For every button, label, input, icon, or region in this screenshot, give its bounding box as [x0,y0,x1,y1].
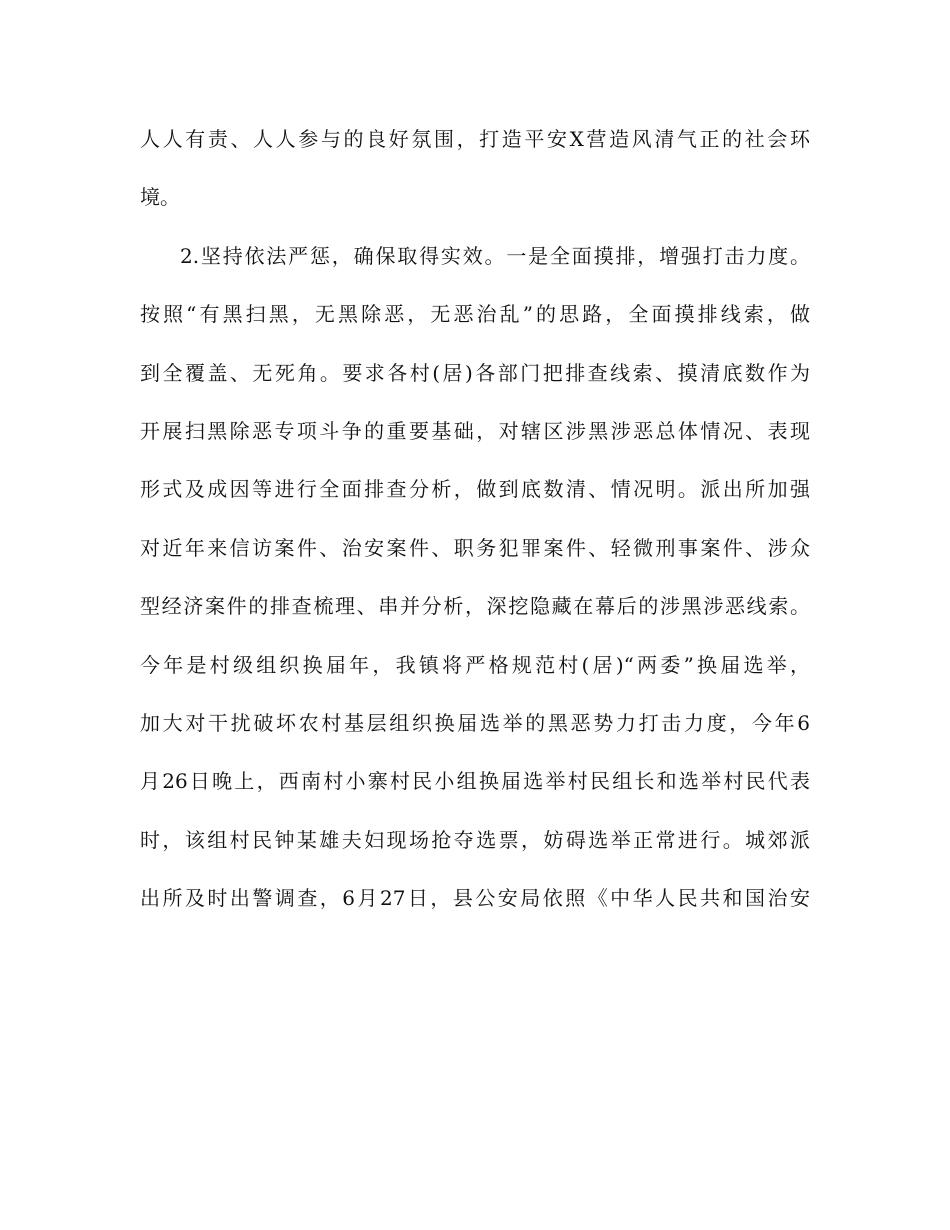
text-line-13: 时，该组村民钟某雄夫妇现场抢夺选票，妨碍选举正常进行。城郊派 [140,827,810,852]
text-line-2: 境。 [140,185,180,210]
text-line-4: 按照“有黑扫黑，无黑除恶，无恶治乱”的思路，全面摸排线索，做 [140,302,810,327]
text-line-5: 到全覆盖、无死角。要求各村(居)各部门把排查线索、摸清底数作为 [140,360,810,385]
text-line-1: 人人有责、人人参与的良好氛围，打造平安X营造风清气正的社会环 [140,127,810,151]
text-line-9: 型经济案件的排查梳理、串并分析，深挖隐藏在幕后的涉黑涉恶线索。 [140,594,810,619]
body-text [140,110,810,927]
text-line-7: 形式及成因等进行全面排查分析，做到底数清、情况明。派出所加强 [140,477,810,502]
text-line-14: 出所及时出警调查，6月27日，县公安局依照《中华人民共和国治安 [140,886,810,911]
text-line-6: 开展扫黑除恶专项斗争的重要基础，对辖区涉黑涉恶总体情况、表现 [140,418,810,443]
text-line-10: 今年是村级组织换届年，我镇将严格规范村(居)“两委”换届选举， [140,652,810,677]
text-line-11: 加大对干扰破坏农村基层组织换届选举的黑恶势力打击力度，今年6 [140,710,810,735]
text-line-3: 2.坚持依法严惩，确保取得实效。一是全面摸排，增强打击力度。 [180,243,810,268]
text-line-8: 对近年来信访案件、治安案件、职务犯罪案件、轻微刑事案件、涉众 [140,535,810,560]
text-line-12: 月26日晚上，西南村小寨村民小组换届选举村民组长和选举村民代表 [140,769,810,794]
